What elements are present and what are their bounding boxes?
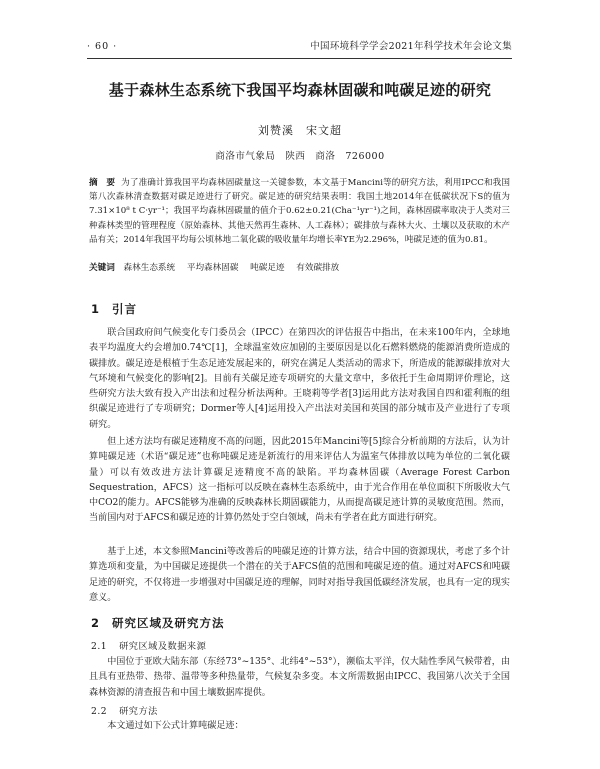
- header-rule: [87, 58, 512, 59]
- article-authors: 刘赞溪 宋文超: [258, 124, 342, 137]
- keywords-label: 关键词: [89, 263, 115, 273]
- paragraph: 但上述方法均有碳足迹精度不高的问题，因此2015年Mancini等[5]综合分析前期的方法后，认为计算吨碳足迹（术语“碳足迹”也称吨碳足迹是新流行的用来评估人为温室气体排放以吨为单位的二氧化碳量）可以有效改进方法计算碳足迹精度不高的缺陷。平均森林固碳（Average Forest Carbon Sequestration，AFCS）这一指标可以反映在森林生态系统中，由于光合作用在单位面积下所吸收大气中CO2的能力。AFCS能够为准确的反映森林长期固碳能力，从而提高碳足迹计算的灵敏度范围。然而，当前国内对于AFCS和碳足迹的计算仍然处于空白领域，尚未有学者在此方面进行研究。: [89, 437, 510, 524]
- paragraph: 基于上述，本文参照Mancini等改善后的吨碳足迹的计算方法，结合中国的资源现状，考虑了多个计算选项和变量，为中国碳足迹提供一个潜在的关于AFCS值的范围和吨碳足迹的值。通过对AFCS和吨碳足迹的研究，不仅将进一步增强对中国碳足迹的理解，同时对指导我国低碳经济发展，也具有一定的现实意义。: [89, 547, 510, 603]
- abstract: [89, 176, 510, 247]
- abstract-label: 摘 要: [89, 178, 116, 188]
- running-header: [87, 40, 512, 56]
- subsection-title: 研究方法: [119, 706, 158, 717]
- section-1-heading: [91, 301, 137, 317]
- subsection-number: 2.1: [91, 641, 108, 652]
- paragraph: 联合国政府间气候变化专门委员会（IPCC）在第四次的评估报告中指出，在未来100年内，全球地表平均温度大约会增加0.74℃[1]，全球温室效应加剧的主要原因是以化石燃料燃烧的能源消费所造成的碳排放。碳足迹是根植于生态足迹发展起来的，研究在满足人类活动的需求下，所造成的能源碳排放对大气环境和气候变化的影响[2]。目前有关碳足迹专项研究的大量文章中，多依托于生命周期评价理论，这些研究方法大致有投入产出法和过程分析法两种。王晓莉等学者[3]运用此方法对我国自四和霍利瓶的组织碳足迹进行了专项研究；Dormer等人[4]运用投入产出法对美国和英国的部分城市及产业进行了专项研究。: [89, 328, 510, 430]
- paragraph: 中国位于亚欧大陆东部（东经73°~135°、北纬4°~53°），濒临太平洋，仅大陆性季风气候带着，由且具有亚热带、热带、温带等多种热量带，气候复杂多变。本文所需数据由IPCC、我国第八次关于全国森林资源的清查报告和中国土壤数据库提供。: [89, 657, 510, 698]
- article-title: 基于森林生态系统下我国平均森林固碳和吨碳足迹的研究: [108, 81, 492, 99]
- keyword: 平均森林固碳: [186, 263, 239, 273]
- page-number: · 60 ·: [87, 41, 118, 52]
- keyword: 森林生态系统: [123, 263, 176, 273]
- section-number: 2: [91, 616, 101, 630]
- abstract-text: 为了准确计算我国平均森林固碳量这一关键参数，本文基于Mancini等的研究方法，利用IPCC和我国第八次森林清查数据对碳足迹进行了研究。碳足迹的研究结果表明：我国土地2014年在低碳状况下S的值为7.31×10⁸ t C·yr⁻¹；我国平均森林固碳量的值介于0.62±0.21(Cha⁻¹yr⁻¹)之间，森林固碳率取决于人类对三种森林类型的管理程度（原始森林、其他天然再生森林、人工森林）；碳排放与森林大火、土壤以及获取的木产品有关；2014年我国平均每公顷林地二氧化碳的吸收量年均增长率YE为2.296%，吨碳足迹的值为0.81。: [89, 178, 510, 245]
- section-title: 研究区域及研究方法: [112, 616, 225, 630]
- section-2-heading: [91, 615, 225, 631]
- keywords: [89, 261, 510, 275]
- subsection-title: 研究区域及数据来源: [119, 641, 207, 652]
- subsection-2-1-heading: [91, 638, 206, 652]
- section-title: 引言: [112, 302, 138, 316]
- subsection-number: 2.2: [91, 706, 108, 717]
- subsection-2-2-heading: [91, 703, 158, 717]
- journal-title: 中国环境科学学会2021年科学技术年会论文集: [310, 41, 512, 52]
- article-affiliation: 商洛市气象局 陕西 商洛 726000: [215, 151, 385, 162]
- paragraph: 本文通过如下公式计算吨碳足迹：: [107, 721, 244, 731]
- keyword: 有效碳排放: [296, 263, 340, 273]
- section-number: 1: [91, 302, 101, 316]
- keyword: 吨碳足迹: [250, 263, 285, 273]
